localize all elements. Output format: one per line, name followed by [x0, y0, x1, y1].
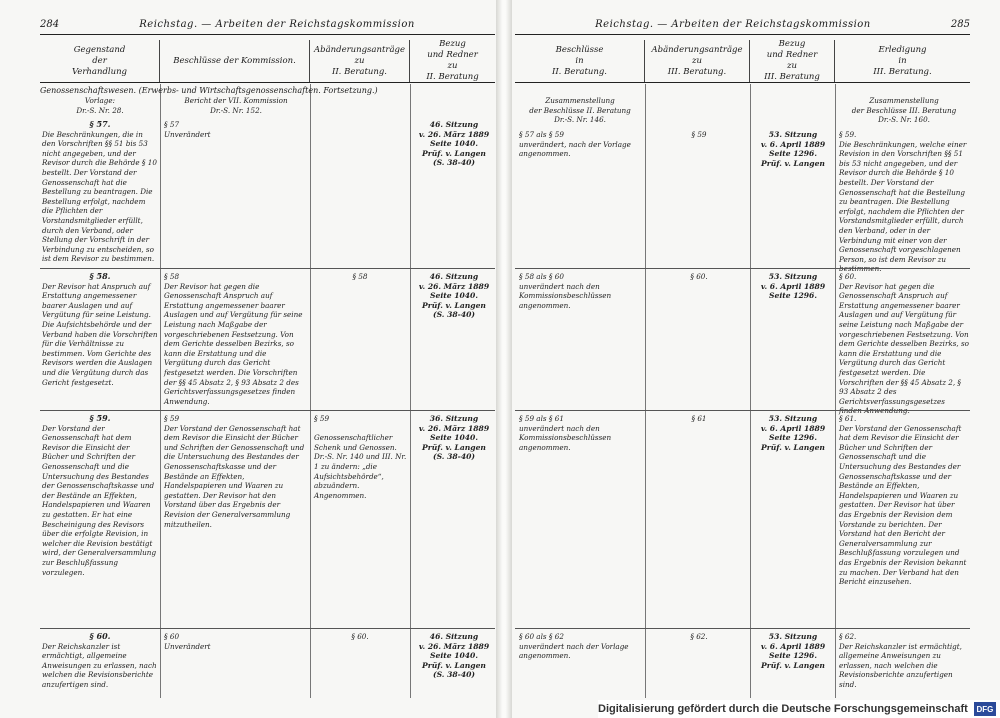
left-colhead-reference: Bezug und Redner zu II. Beratung	[426, 39, 479, 82]
right-header-rule	[515, 34, 970, 35]
left-row4-commission: § 60 Unverändert	[164, 632, 211, 651]
right-row1-amend: § 59	[691, 130, 707, 139]
right-subheading-zusammenstellung-2: Zusammenstellung der Beschlüsse II. Beratung Dr.-S. Nr. 146.	[529, 96, 631, 125]
left-row-divider-2	[40, 410, 495, 411]
left-running-title: Reichstag. — Arbeiten der Reichstagskommission	[139, 18, 415, 30]
right-row3-decision: § 59 als § 61 unverändert nach den Kommissionsbeschlüssen angenommen.	[519, 414, 612, 452]
left-row4-ref: 46. Sitzung v. 26. März 1889 Seite 1040. Prüf. v. Langen (S. 38-40)	[418, 632, 490, 680]
left-row-divider-1	[40, 268, 495, 269]
left-page	[40, 8, 495, 698]
book-gutter	[496, 0, 512, 718]
left-row1-amend	[314, 120, 406, 268]
left-page-number: 284	[40, 18, 60, 30]
left-row3-amend: § 59 Genossenschaftlicher Schenk und Genossen. Dr.-S. Nr. 140 und III. Nr. 1 zu ändern: „die Aufsichtsbehörde“, abzuändern. Angenommen.	[314, 414, 407, 500]
right-row3-ref: 53. Sitzung v. 6. April 1889 Seite 1296. Prüf. v. Langen	[760, 414, 826, 452]
left-section-heading: Genossenschaftswesen. (Erwerbs- und Wirtschaftsgenossenschaften. Fortsetzung.)	[40, 86, 378, 95]
right-page	[515, 8, 970, 698]
right-colhead-reference: Bezug und Redner zu III. Beratung	[750, 40, 835, 82]
right-subheading-zusammenstellung-3: Zusammenstellung der Beschlüsse III. Beratung Dr.-S. Nr. 160.	[851, 96, 957, 125]
right-row-divider-2	[515, 410, 970, 411]
right-row-divider-1	[515, 268, 970, 269]
right-running-header	[515, 16, 970, 32]
left-row1-subject	[42, 120, 158, 268]
left-row1-para: § 57.	[89, 119, 111, 129]
left-row3-ref: 36. Sitzung v. 26. März 1889 Seite 1040. Prüf. v. Langen (S. 38-40)	[418, 414, 490, 462]
right-row4-decision: § 60 als § 62 unverändert nach der Vorlage angenommen.	[519, 632, 629, 661]
footer-credit-text: Digitalisierung gefördert durch die Deutsche Forschungsgemeinschaft	[598, 703, 968, 715]
right-row3-final: § 61. Der Vorstand der Genossenschaft hat dem Revisor die Einsicht der Bücher und Schriften der Genossenschaft und die Untersuchung des Bestandes der Genossenschaftskasse und der Bestände an Effekten, Handelspapieren und Waaren zu gestatten. Der Revisor hat über das Ergebnis der Revision dem Vorstande zu berichten. Der Vorstand hat den Bericht der Generalversammlung zur Beschlußfassung vorzulegen und das Ergebnis der Revision bekannt zu machen. Der Verband hat den Bericht einzusehen.	[839, 414, 967, 587]
left-body	[40, 84, 495, 698]
left-colhead-amendments: Abänderungsanträge zu II. Beratung.	[310, 40, 410, 82]
left-subheading-vorlage: Vorlage: Dr.-S. Nr. 28.	[76, 96, 124, 115]
left-row1-commission: § 57 Unverändert	[164, 120, 211, 139]
left-row3-commission: § 59 Der Vorstand der Genossenschaft hat dem Revisor die Einsicht der Bücher und Schriften der Genossenschaft und die Untersuchung des Bestandes der Genossenschaftskasse und der Bestände an Effekten, Handelspapieren und Waaren zu gestatten. Der Revisor hat den Vorstand über das Ergebnis der Revision der Generalversammlung mitzutheilen.	[164, 414, 305, 529]
right-row2-final: § 60. Der Revisor hat gegen die Genossenschaft Anspruch auf Erstattung angemessener baarer Auslagen und auf Vergütung für seine Leistung nach Maßgabe der vorgeschriebenen Festsetzung. Von dem Gerichte desselben Bezirks, so kann die Erstattung und die Vergütung durch das Gericht festgesetzt werden. Die Vorschriften der §§ 45 Absatz 2, § 93 Absatz 2 des Gerichtsverfassungsgesetzes finden Anwendung.	[839, 272, 970, 416]
right-row2-amend: § 60.	[690, 272, 708, 281]
left-row2-text: Der Revisor hat Anspruch auf Erstattung angemessener baarer Auslagen und auf Vergütung für seine Leistung. Die Aufsichtsbehörde und der Verband haben die Vorschriften für die Verhältnisse zu bestimmen. Vom Gerichte des Revisors werden die Auslagen und die Vergütung durch das Gericht festgesetzt.	[42, 281, 158, 387]
left-header-rule	[40, 34, 495, 35]
left-row1-ref: 46. Sitzung v. 26. März 1889 Seite 1040. Prüf. v. Langen (S. 38-40)	[418, 120, 490, 168]
left-row3-subject	[42, 414, 158, 624]
left-row4-para: § 60.	[89, 631, 111, 641]
left-subheading-bericht: Bericht der VII. Kommission Dr.-S. Nr. 152.	[184, 96, 288, 115]
right-colhead-final: Erledigung in III. Beratung.	[873, 44, 932, 77]
left-row2-commission: § 58 Der Revisor hat gegen die Genossenschaft Anspruch auf Erstattung angemessener baarer Auslagen und auf Vergütung für seine Leistung nach Maßgabe der vorgeschriebenen Festsetzung. Von dem Gerichte desselben Bezirks, so kann die Erstattung und die Vergütung durch das Gericht festgesetzt werden. Die Vorschriften der §§ 45 Absatz 2, § 93 Absatz 2 des Gerichtsverfassungsgesetzes finden Anwendung.	[164, 272, 303, 406]
right-row1-ref: 53. Sitzung v. 6. April 1889 Seite 1296. Prüf. v. Langen	[760, 130, 826, 168]
right-page-number: 285	[950, 18, 970, 30]
right-colhead-decisions: Beschlüsse in II. Beratung.	[515, 40, 645, 82]
left-colhead-commission: Beschlüsse der Kommission.	[160, 40, 310, 82]
right-column-headers	[515, 40, 970, 83]
dfg-logo-icon: DFG	[974, 702, 996, 716]
right-body	[515, 84, 970, 698]
right-row1-decision: § 57 als § 59 unverändert, nach der Vorlage angenommen.	[519, 130, 631, 159]
left-row3-para: § 59.	[89, 413, 111, 423]
right-row2-decision: § 58 als § 60 unverändert nach den Kommissionsbeschlüssen angenommen.	[519, 272, 612, 310]
left-colhead-subject: Gegenstand der Verhandlung	[40, 40, 160, 82]
right-row2-ref: 53. Sitzung v. 6. April 1889 Seite 1296.	[760, 272, 826, 301]
right-row4-final: § 62. Der Reichskanzler ist ermächtigt, allgemeine Anweisungen zu erlassen, nach welchen die Revisionsberichte anzufertigen sind.	[839, 632, 962, 689]
right-running-title: Reichstag. — Arbeiten der Reichstagskommission	[595, 18, 871, 30]
right-row4-amend: § 62.	[690, 632, 708, 641]
left-row4-text: Der Reichskanzler ist ermächtigt, allgemeine Anweisungen zu erlassen, nach welchen die Revisionsberichte anzufertigen sind.	[42, 641, 157, 689]
left-column-headers	[40, 40, 495, 83]
left-row3-text: Der Vorstand der Genossenschaft hat dem Revisor die Einsicht der Bücher und Schriften der Genossenschaft und die Untersuchung des Bestandes der Genossenschaftskasse und der Bestände an Effekten, Handelspapieren und Waaren zu gestatten. Er hat eine Bescheinigung des Revisors über die erfolgte Revision, in welcher die Revision bestätigt wird, der Generalversammlung zur Beschlußfassung vorzulegen.	[42, 423, 157, 577]
right-row4-ref: 53. Sitzung v. 6. April 1889 Seite 1296. Prüf. v. Langen	[760, 632, 826, 670]
left-running-header	[40, 16, 495, 32]
left-row2-ref: 46. Sitzung v. 26. März 1889 Seite 1040. Prüf. v. Langen (S. 38-40)	[418, 272, 490, 320]
left-row-divider-3	[40, 628, 495, 629]
left-row1-text: Die Beschränkungen, die in den Vorschriften §§ 51 bis 53 nicht angegeben, und der Revisor durch die Behörde § 10 bestellt. Der Vorstand der Genossenschaft hat die Bestellung zu beantragen. Die Bestellung erfolgt, nachdem die Pflichten der Vorstandsmitglieder erfüllt, durch den Verband, oder Stellung der Vorschrift in der Verbindung zu entscheiden, so ist dem Revisor zu bestimmen.	[42, 129, 157, 264]
right-row3-amend: § 61	[691, 414, 707, 423]
left-row2-amend: § 58	[352, 272, 368, 281]
left-row2-para: § 58.	[89, 271, 111, 281]
left-row4-amend: § 60.	[351, 632, 369, 641]
right-row1-final: § 59. Die Beschränkungen, welche einer Revision in den Vorschriften §§ 51 bis 53 nicht angegeben, und der Revisor durch die Behörde § 10 bestellt. Der Vorstand der Genossenschaft hat die Bestellung zu beantragen. Die Bestellung erfolgt, nachdem die Pflichten der Vorstandsmitglieder erfüllt, durch den Verband, oder in der Verbindung mit einer von der Genossenschaft vorgeschlagenen Person, so ist dem Revisor zu bestimmen.	[839, 130, 967, 274]
right-colhead-amendments: Abänderungsanträge zu III. Beratung.	[645, 40, 750, 82]
right-row-divider-3	[515, 628, 970, 629]
digitization-footer	[598, 700, 1000, 718]
left-row4-subject	[42, 632, 158, 696]
left-row2-subject	[42, 272, 158, 408]
